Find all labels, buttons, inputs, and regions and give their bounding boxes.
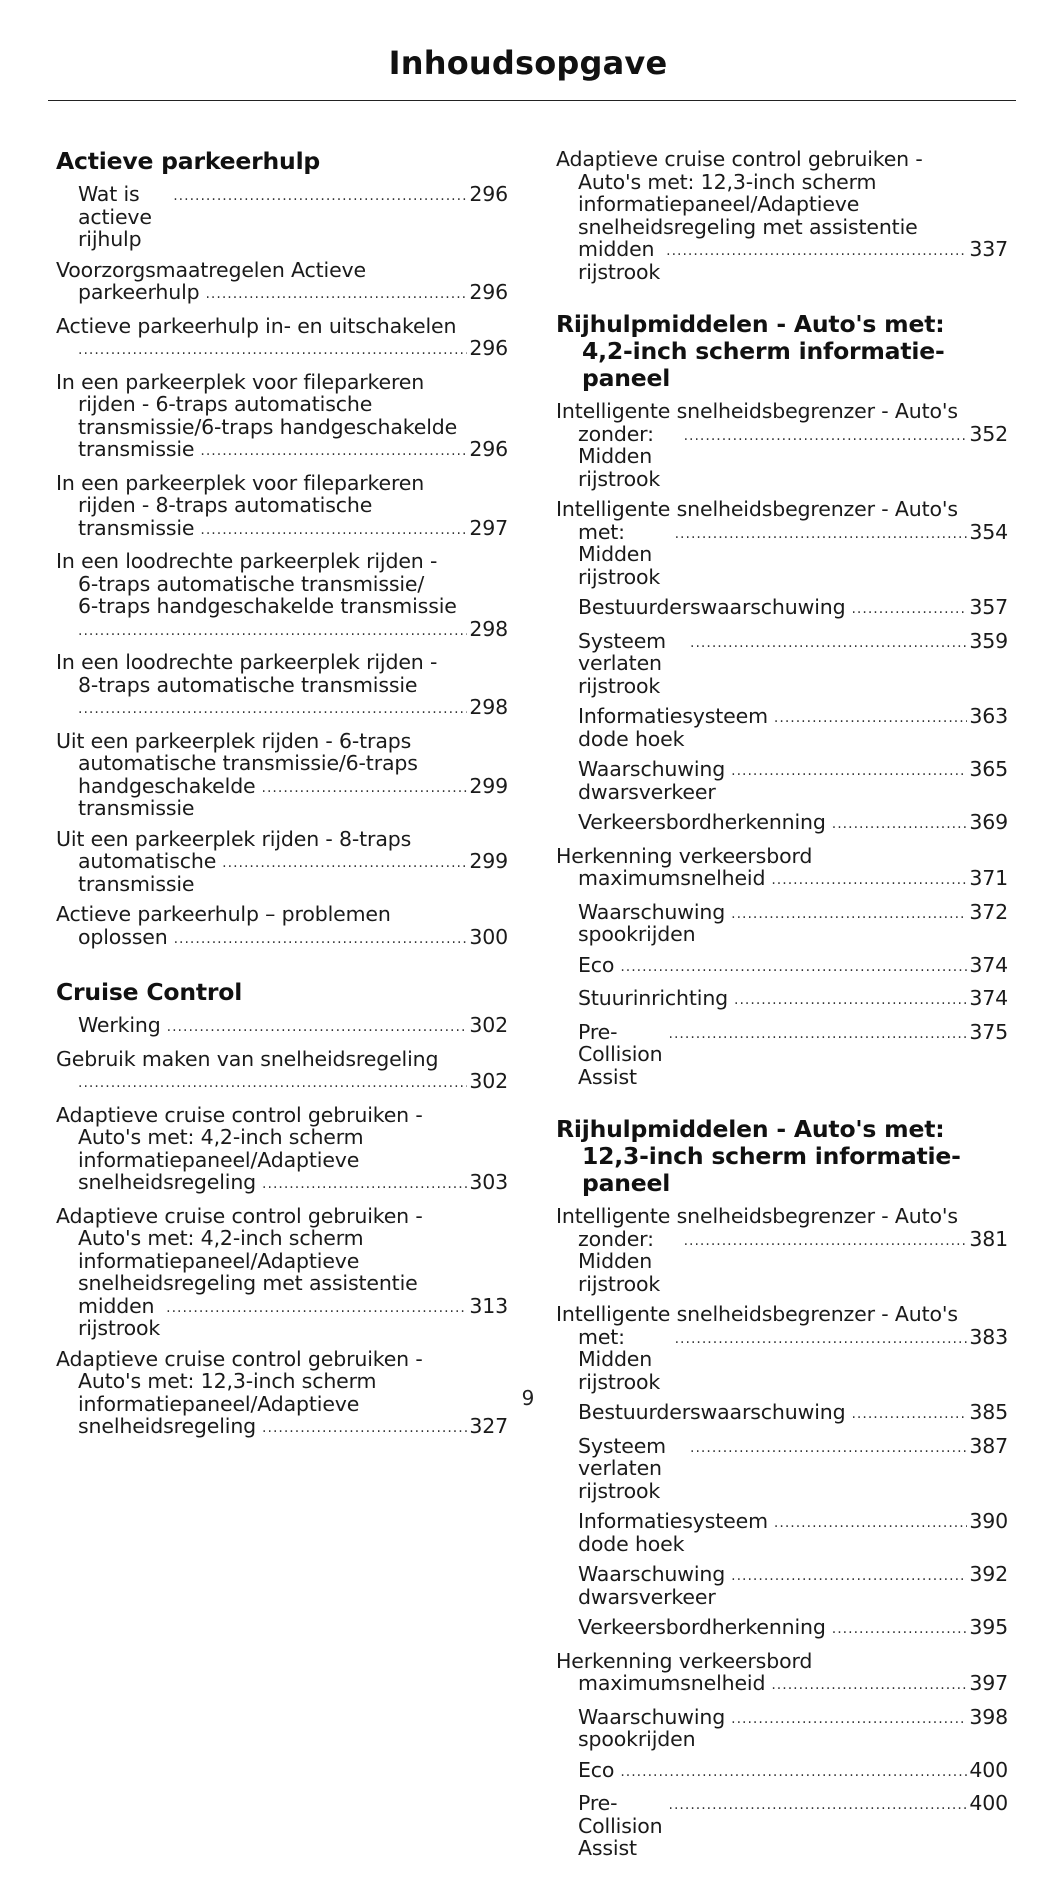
toc-entry-line: In een parkeerplek voor fileparkeren	[56, 369, 425, 394]
toc-entry-line: Informatiesysteem dode hoek	[578, 704, 768, 751]
toc-entry-line: Pre-Collision Assist	[578, 1019, 663, 1089]
toc-entry[interactable]	[556, 1021, 1008, 1089]
dot-leader	[666, 240, 967, 263]
toc-entry-line: In een parkeerplek voor fileparkeren	[56, 470, 425, 495]
toc-entry-line: Gebruik maken van snelheidsregeling	[56, 1046, 439, 1071]
toc-entry[interactable]	[556, 1563, 1008, 1608]
toc-entry-line: maximumsnelheid	[578, 866, 766, 890]
toc-page-number: 390	[969, 1509, 1008, 1533]
toc-entry-line: Wat is actieve rijhulp	[78, 182, 152, 251]
dot-leader	[684, 1230, 968, 1253]
toc-entry-line: snelheidsregeling	[78, 1170, 257, 1194]
dot-leader	[675, 523, 968, 546]
toc-entry-line: Intelligente snelheidsbegrenzer - Auto's	[556, 497, 958, 521]
toc-entry-line: midden rijstrook	[578, 237, 661, 284]
dot-leader	[771, 1674, 967, 1697]
dot-leader	[774, 707, 967, 730]
dot-leader	[78, 698, 467, 721]
title-divider	[48, 100, 1016, 101]
toc-entry-line: Werking	[78, 1013, 161, 1037]
toc-entry[interactable]	[556, 1759, 1008, 1785]
toc-entry-line: Herkenning verkeersbord	[556, 1648, 813, 1673]
dot-leader	[78, 1072, 467, 1095]
dot-leader	[832, 1618, 968, 1641]
toc-entry-line: 6-traps automatische transmissie/	[78, 571, 425, 596]
dot-leader	[851, 598, 967, 621]
toc-entry[interactable]	[556, 1616, 1008, 1642]
dot-leader	[173, 185, 467, 208]
toc-page-number: 365	[969, 757, 1008, 781]
section-title: Cruise Control	[56, 978, 243, 1006]
toc-entry-line: transmissie	[78, 515, 195, 540]
dot-leader	[669, 1794, 968, 1817]
toc-page-number: 381	[969, 1226, 1008, 1251]
toc-entry-line: Voorzorgsmaatregelen Actieve	[56, 257, 366, 282]
toc-entry-line: midden rijstrook	[78, 1293, 161, 1340]
toc-entry-line: zonder: Midden rijstrook	[578, 1226, 661, 1296]
toc-entry-line: Informatiesysteem dode hoek	[578, 1509, 768, 1556]
toc-entry[interactable]	[56, 1014, 508, 1040]
toc-entry-line: Adaptieve cruise control gebruiken -	[56, 1102, 423, 1127]
toc-entry-line: Adaptieve cruise control gebruiken -	[56, 1346, 423, 1371]
toc-page-number: 313	[469, 1293, 508, 1318]
toc-section	[56, 979, 508, 1441]
dot-leader	[690, 632, 967, 655]
dot-leader	[166, 1297, 467, 1320]
toc-entry-line: Actieve parkeerhulp in- en uitschakelen	[56, 313, 457, 338]
toc-entry-line: Verkeersbordherkenning	[578, 810, 826, 834]
section-title-line: 12,3-inch scherm informatie-	[582, 1142, 961, 1170]
toc-page-number: 363	[969, 704, 1008, 728]
toc-entry[interactable]	[556, 1303, 1008, 1393]
toc-entry-list	[56, 183, 508, 951]
page-title: Inhoudsopgave	[388, 44, 668, 82]
dot-leader	[200, 519, 467, 542]
section-title	[556, 1116, 1008, 1197]
toc-page-number: 398	[969, 1704, 1008, 1729]
toc-entry-line: Eco	[578, 952, 615, 977]
toc-entry[interactable]	[556, 1435, 1008, 1503]
toc-entry-line: Intelligente snelheidsbegrenzer - Auto's	[556, 399, 958, 423]
toc-entry-line: Systeem verlaten rijstrook	[578, 1433, 667, 1503]
toc-entry[interactable]	[56, 550, 508, 643]
toc-page-number: 337	[969, 237, 1008, 261]
toc-entry-line: transmissie	[78, 437, 195, 461]
dot-leader	[731, 760, 967, 783]
toc-entry-line: Actieve parkeerhulp – problemen	[56, 902, 391, 926]
toc-entry-line: zonder: Midden rijstrook	[578, 421, 661, 491]
dot-leader	[774, 1512, 967, 1535]
toc-section	[556, 311, 1008, 1088]
toc-entry-line: Auto's met: 12,3-inch scherm	[578, 169, 877, 194]
toc-entry[interactable]	[56, 371, 508, 464]
toc-entry-line: Intelligente snelheidsbegrenzer - Auto's	[556, 1204, 958, 1228]
dot-leader	[734, 989, 967, 1012]
toc-entry-line: Verkeersbordherkenning	[578, 1615, 826, 1639]
toc-page-number: 352	[969, 421, 1008, 446]
toc-page-number: 299	[469, 849, 508, 873]
toc-entry-list	[556, 400, 1008, 1088]
toc-column-right	[556, 148, 1008, 1888]
toc-page-number: 385	[969, 1400, 1008, 1424]
toc-entry[interactable]	[556, 148, 1008, 283]
toc-entry[interactable]	[556, 1706, 1008, 1751]
toc-entry[interactable]	[56, 1205, 508, 1340]
toc-page-number: 369	[969, 810, 1008, 834]
toc-entry-line: automatische transmissie	[78, 849, 217, 896]
toc-entry[interactable]	[556, 498, 1008, 588]
toc-entry-line: automatische transmissie/6-traps	[78, 751, 418, 775]
toc-page-number: 372	[969, 899, 1008, 924]
toc-entry[interactable]	[56, 903, 508, 951]
toc-page-number: 303	[469, 1170, 508, 1194]
toc-page-number: 371	[969, 866, 1008, 890]
toc-entry-line: informatiepaneel/Adaptieve	[78, 1391, 360, 1416]
page-number: 9	[521, 1386, 535, 1410]
section-title-line: paneel	[582, 1169, 671, 1197]
toc-entry-line: rijden - 6-traps automatische	[78, 392, 373, 416]
toc-entry-line: Waarschuwing dwarsverkeer	[578, 757, 726, 804]
dot-leader	[167, 1016, 468, 1039]
toc-entry-line: met: Midden rijstrook	[578, 1324, 661, 1394]
section-title-line: Rijhulpmiddelen - Auto's met:	[556, 310, 945, 338]
dot-leader	[731, 903, 967, 926]
toc-entry-line: parkeerhulp	[78, 280, 200, 304]
toc-entry-line: 6-traps handgeschakelde transmissie	[78, 594, 457, 618]
toc-entry-line: Auto's met: 4,2-inch scherm	[78, 1125, 364, 1149]
toc-page-number: 296	[469, 280, 508, 304]
toc-page-number: 300	[469, 924, 508, 949]
toc-entry-line: informatiepaneel/Adaptieve	[78, 1248, 360, 1273]
dot-leader	[205, 283, 467, 306]
toc-page-number: 299	[469, 773, 508, 798]
section-title	[556, 311, 1008, 392]
section-title-line: 4,2-inch scherm informatie-	[582, 337, 945, 365]
toc-entry-line: 8-traps automatische transmissie	[78, 672, 418, 697]
section-title: Actieve parkeerhulp	[56, 147, 321, 175]
toc-entry[interactable]	[556, 705, 1008, 750]
toc-page-number: 298	[469, 695, 508, 719]
toc-page-number: 296	[469, 336, 508, 360]
toc-entry[interactable]	[556, 400, 1008, 490]
toc-entry[interactable]	[56, 730, 508, 820]
toc-section	[56, 148, 508, 951]
toc-entry[interactable]	[556, 845, 1008, 893]
toc-entry[interactable]	[56, 1104, 508, 1197]
toc-entry-line: transmissie/6-traps handgeschakelde	[78, 414, 458, 439]
toc-section	[556, 1116, 1008, 1860]
toc-entry-list	[56, 1014, 508, 1441]
toc-page-number: 374	[969, 986, 1008, 1010]
toc-entry[interactable]	[556, 1650, 1008, 1698]
toc-page-number: 354	[969, 519, 1008, 544]
toc-entry-line: In een loodrechte parkeerplek rijden -	[56, 549, 438, 573]
toc-entry-line: maximumsnelheid	[578, 1671, 766, 1695]
toc-entry-line: In een loodrechte parkeerplek rijden -	[56, 650, 438, 674]
dot-leader	[684, 425, 968, 448]
toc-entry[interactable]	[556, 987, 1008, 1013]
dot-leader	[690, 1437, 967, 1460]
toc-entry[interactable]	[556, 758, 1008, 803]
dot-leader	[669, 1023, 968, 1046]
toc-page-number: 375	[969, 1019, 1008, 1044]
dot-leader	[620, 1761, 967, 1784]
toc-page-number: 400	[969, 1791, 1008, 1815]
toc-entry[interactable]	[56, 315, 508, 363]
toc-entry[interactable]	[56, 828, 508, 896]
toc-entry-line: snelheidsregeling met assistentie	[78, 1271, 418, 1295]
toc-page-number: 302	[469, 1069, 508, 1093]
toc-entry[interactable]	[556, 811, 1008, 837]
toc-entry-line: Bestuurderswaarschuwing	[578, 1400, 846, 1424]
toc-entry-line: Stuurinrichting	[578, 986, 729, 1010]
toc-entry-line: Uit een parkeerplek rijden - 8-traps	[56, 826, 412, 851]
toc-entry-line: snelheidsregeling	[78, 1414, 257, 1438]
toc-page-number: 302	[469, 1013, 508, 1037]
toc-entry-line: rijden - 8-traps automatische	[78, 493, 373, 517]
toc-entry-line: Herkenning verkeersbord	[556, 843, 813, 868]
toc-page-number: 397	[969, 1671, 1008, 1695]
toc-entry-list	[556, 1205, 1008, 1860]
toc-entry[interactable]	[556, 901, 1008, 946]
toc-entry[interactable]	[56, 1048, 508, 1096]
toc-entry-line: Waarschuwing dwarsverkeer	[578, 1562, 726, 1609]
dot-leader	[771, 869, 967, 892]
dot-leader	[675, 1328, 968, 1351]
toc-entry[interactable]	[56, 472, 508, 543]
toc-entry-list	[556, 148, 1008, 283]
dot-leader	[262, 777, 468, 800]
toc-entry[interactable]	[556, 630, 1008, 698]
toc-entry-line: Systeem verlaten rijstrook	[578, 628, 667, 698]
toc-entry-line: Eco	[578, 1757, 615, 1782]
toc-entry[interactable]	[556, 1792, 1008, 1860]
dot-leader	[262, 1417, 467, 1440]
toc-page-number: 296	[469, 182, 508, 206]
toc-entry-line: Adaptieve cruise control gebruiken -	[556, 147, 923, 171]
dot-leader	[200, 440, 467, 463]
toc-entry-line: Auto's met: 12,3-inch scherm	[78, 1369, 377, 1393]
toc-entry[interactable]	[56, 651, 508, 722]
toc-page-number: 297	[469, 515, 508, 540]
toc-entry[interactable]	[556, 1205, 1008, 1295]
section-title-line: Rijhulpmiddelen - Auto's met:	[556, 1115, 945, 1143]
toc-page-number: 392	[969, 1562, 1008, 1586]
toc-entry-line: Bestuurderswaarschuwing	[578, 595, 846, 619]
toc-page-number: 387	[969, 1433, 1008, 1458]
dot-leader	[262, 1173, 467, 1196]
toc-page-number: 374	[969, 952, 1008, 977]
toc-entry[interactable]	[56, 183, 508, 251]
dot-leader	[78, 620, 467, 643]
toc-page-number: 383	[969, 1324, 1008, 1349]
section-title-line: paneel	[582, 364, 671, 392]
dot-leader	[78, 339, 467, 362]
toc-entry-line: informatiepaneel/Adaptieve	[78, 1147, 360, 1172]
toc-entry-line: handgeschakelde transmissie	[78, 773, 256, 820]
dot-leader	[832, 813, 968, 836]
toc-entry[interactable]	[56, 259, 508, 307]
toc-entry-line: Adaptieve cruise control gebruiken -	[56, 1203, 423, 1228]
toc-section	[556, 148, 1008, 283]
toc-entry-line: Uit een parkeerplek rijden - 6-traps	[56, 728, 412, 753]
dot-leader	[731, 1708, 967, 1731]
toc-entry-line: Waarschuwing spookrijden	[578, 899, 726, 946]
toc-entry-line: Waarschuwing spookrijden	[578, 1704, 726, 1751]
toc-page-number: 395	[969, 1615, 1008, 1639]
toc-entry-line: informatiepaneel/Adaptieve	[578, 192, 860, 216]
dot-leader	[174, 928, 468, 951]
toc-entry[interactable]	[556, 954, 1008, 980]
dot-leader	[222, 852, 467, 875]
toc-page-number: 357	[969, 595, 1008, 619]
dot-leader	[731, 1565, 967, 1588]
toc-page-number: 400	[969, 1757, 1008, 1782]
toc-page-number: 327	[469, 1414, 508, 1438]
toc-entry-line: Intelligente snelheidsbegrenzer - Auto's	[556, 1302, 958, 1326]
toc-page-number: 296	[469, 437, 508, 461]
toc-entry-line: met: Midden rijstrook	[578, 519, 661, 589]
toc-page-number: 359	[969, 628, 1008, 653]
toc-entry-line: Pre-Collision Assist	[578, 1791, 663, 1860]
toc-page-number: 298	[469, 616, 508, 641]
toc-entry-line: oplossen	[78, 924, 168, 949]
toc-entry-line: snelheidsregeling met assistentie	[578, 214, 918, 239]
toc-entry[interactable]	[556, 596, 1008, 622]
toc-entry-line: Auto's met: 4,2-inch scherm	[78, 1226, 364, 1250]
toc-entry[interactable]	[556, 1510, 1008, 1555]
dot-leader	[620, 956, 967, 979]
toc-column-left	[56, 148, 508, 1469]
